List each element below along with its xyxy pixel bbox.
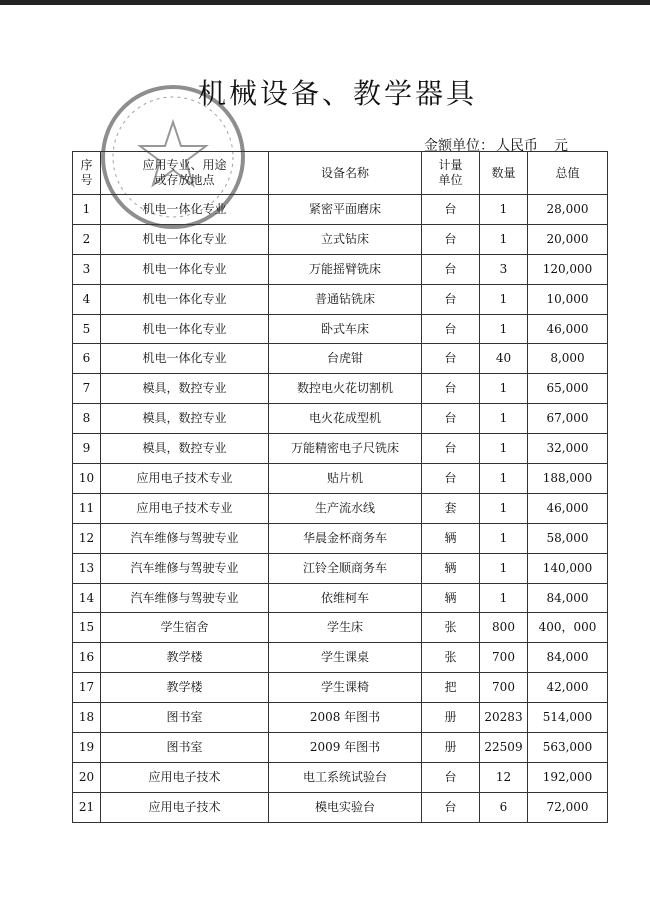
cell-qty: 1 bbox=[480, 284, 528, 314]
table-row bbox=[73, 613, 608, 643]
cell-no: 2 bbox=[73, 224, 101, 254]
cell-no: 13 bbox=[73, 553, 101, 583]
cell-name: 学生课桌 bbox=[269, 643, 422, 673]
cell-qty: 1 bbox=[480, 404, 528, 434]
table-row bbox=[73, 374, 608, 404]
cell-no: 20 bbox=[73, 762, 101, 792]
table-row bbox=[73, 254, 608, 284]
cell-total: 20,000 bbox=[528, 224, 608, 254]
cell-use: 教学楼 bbox=[101, 673, 269, 703]
cell-no: 21 bbox=[73, 792, 101, 822]
cell-use: 模具，数控专业 bbox=[101, 374, 269, 404]
cell-unit: 套 bbox=[422, 493, 480, 523]
cell-total: 120,000 bbox=[528, 254, 608, 284]
cell-unit: 台 bbox=[422, 434, 480, 464]
cell-qty: 1 bbox=[480, 195, 528, 225]
cell-total: 32,000 bbox=[528, 434, 608, 464]
table-row bbox=[73, 284, 608, 314]
cell-no: 4 bbox=[73, 284, 101, 314]
cell-use: 模具，数控专业 bbox=[101, 404, 269, 434]
cell-no: 12 bbox=[73, 523, 101, 553]
cell-qty: 800 bbox=[480, 613, 528, 643]
cell-no: 14 bbox=[73, 583, 101, 613]
table-row bbox=[73, 404, 608, 434]
cell-unit: 张 bbox=[422, 613, 480, 643]
cell-total: 46,000 bbox=[528, 314, 608, 344]
table-row bbox=[73, 195, 608, 225]
col-header-unit: 计量单位 bbox=[422, 152, 480, 195]
cell-qty: 1 bbox=[480, 314, 528, 344]
cell-use: 机电一体化专业 bbox=[101, 344, 269, 374]
cell-total: 28,000 bbox=[528, 195, 608, 225]
cell-qty: 6 bbox=[480, 792, 528, 822]
cell-no: 17 bbox=[73, 673, 101, 703]
cell-qty: 22509 bbox=[480, 733, 528, 763]
cell-no: 8 bbox=[73, 404, 101, 434]
cell-unit: 辆 bbox=[422, 553, 480, 583]
cell-name: 生产流水线 bbox=[269, 493, 422, 523]
cell-use: 汽车维修与驾驶专业 bbox=[101, 583, 269, 613]
cell-unit: 台 bbox=[422, 404, 480, 434]
cell-qty: 700 bbox=[480, 643, 528, 673]
currency-label: 金额单位： bbox=[424, 138, 494, 154]
cell-name: 普通钻铣床 bbox=[269, 284, 422, 314]
cell-no: 1 bbox=[73, 195, 101, 225]
cell-unit: 台 bbox=[422, 344, 480, 374]
cell-unit: 台 bbox=[422, 224, 480, 254]
table-row bbox=[73, 434, 608, 464]
cell-qty: 40 bbox=[480, 344, 528, 374]
currency-value: 人民币 bbox=[496, 138, 538, 154]
cell-name: 江铃全顺商务车 bbox=[269, 553, 422, 583]
cell-unit: 把 bbox=[422, 673, 480, 703]
table-row bbox=[73, 464, 608, 494]
cell-use: 汽车维修与驾驶专业 bbox=[101, 553, 269, 583]
cell-total: 140,000 bbox=[528, 553, 608, 583]
cell-qty: 3 bbox=[480, 254, 528, 284]
cell-unit: 台 bbox=[422, 314, 480, 344]
cell-total: 84,000 bbox=[528, 583, 608, 613]
cell-name: 学生课椅 bbox=[269, 673, 422, 703]
cell-qty: 1 bbox=[480, 464, 528, 494]
cell-use: 模具，数控专业 bbox=[101, 434, 269, 464]
cell-no: 6 bbox=[73, 344, 101, 374]
cell-name: 立式钻床 bbox=[269, 224, 422, 254]
table-row bbox=[73, 344, 608, 374]
cell-use: 图书室 bbox=[101, 703, 269, 733]
cell-name: 万能摇臂铣床 bbox=[269, 254, 422, 284]
col-header-name: 设备名称 bbox=[269, 152, 422, 195]
cell-qty: 1 bbox=[480, 493, 528, 523]
page-title: 机械设备、教学器具 bbox=[198, 77, 478, 110]
table-row bbox=[73, 673, 608, 703]
cell-qty: 1 bbox=[480, 553, 528, 583]
cell-name: 万能精密电子尺铣床 bbox=[269, 434, 422, 464]
cell-unit: 册 bbox=[422, 703, 480, 733]
table-row bbox=[73, 493, 608, 523]
cell-unit: 台 bbox=[422, 374, 480, 404]
cell-name: 卧式车床 bbox=[269, 314, 422, 344]
cell-use: 机电一体化专业 bbox=[101, 284, 269, 314]
cell-no: 3 bbox=[73, 254, 101, 284]
table-row bbox=[73, 643, 608, 673]
cell-no: 10 bbox=[73, 464, 101, 494]
cell-use: 应用电子技术 bbox=[101, 792, 269, 822]
table-row bbox=[73, 792, 608, 822]
cell-use: 应用电子技术专业 bbox=[101, 493, 269, 523]
cell-name: 电工系统试验台 bbox=[269, 762, 422, 792]
cell-unit: 张 bbox=[422, 643, 480, 673]
cell-unit: 辆 bbox=[422, 523, 480, 553]
table-header-row bbox=[73, 152, 608, 195]
top-border-line bbox=[0, 0, 650, 5]
cell-name: 依维柯车 bbox=[269, 583, 422, 613]
cell-name: 贴片机 bbox=[269, 464, 422, 494]
cell-unit: 台 bbox=[422, 464, 480, 494]
cell-no: 19 bbox=[73, 733, 101, 763]
cell-total: 10,000 bbox=[528, 284, 608, 314]
cell-use: 应用电子技术专业 bbox=[101, 464, 269, 494]
col-header-no: 序号 bbox=[73, 152, 101, 195]
cell-total: 46,000 bbox=[528, 493, 608, 523]
cell-total: 72,000 bbox=[528, 792, 608, 822]
table-row bbox=[73, 703, 608, 733]
cell-qty: 12 bbox=[480, 762, 528, 792]
cell-use: 图书室 bbox=[101, 733, 269, 763]
cell-total: 58,000 bbox=[528, 523, 608, 553]
cell-unit: 册 bbox=[422, 733, 480, 763]
cell-unit: 台 bbox=[422, 254, 480, 284]
cell-qty: 1 bbox=[480, 523, 528, 553]
cell-total: 42,000 bbox=[528, 673, 608, 703]
cell-qty: 1 bbox=[480, 224, 528, 254]
col-header-use: 应用专业、用途或存放地点 bbox=[101, 152, 269, 195]
cell-total: 8,000 bbox=[528, 344, 608, 374]
cell-name: 2008 年图书 bbox=[269, 703, 422, 733]
cell-use: 机电一体化专业 bbox=[101, 314, 269, 344]
cell-qty: 700 bbox=[480, 673, 528, 703]
cell-total: 514,000 bbox=[528, 703, 608, 733]
cell-name: 数控电火花切割机 bbox=[269, 374, 422, 404]
cell-total: 84,000 bbox=[528, 643, 608, 673]
cell-name: 2009 年图书 bbox=[269, 733, 422, 763]
cell-total: 65,000 bbox=[528, 374, 608, 404]
cell-qty: 1 bbox=[480, 374, 528, 404]
cell-qty: 20283 bbox=[480, 703, 528, 733]
cell-total: 188,000 bbox=[528, 464, 608, 494]
cell-use: 应用电子技术 bbox=[101, 762, 269, 792]
table-row bbox=[73, 733, 608, 763]
cell-no: 9 bbox=[73, 434, 101, 464]
cell-unit: 台 bbox=[422, 195, 480, 225]
cell-total: 400，000 bbox=[528, 613, 608, 643]
table-row bbox=[73, 523, 608, 553]
cell-name: 台虎钳 bbox=[269, 344, 422, 374]
cell-no: 7 bbox=[73, 374, 101, 404]
cell-qty: 1 bbox=[480, 434, 528, 464]
table-row bbox=[73, 314, 608, 344]
cell-use: 机电一体化专业 bbox=[101, 254, 269, 284]
table-row bbox=[73, 553, 608, 583]
cell-qty: 1 bbox=[480, 583, 528, 613]
cell-no: 18 bbox=[73, 703, 101, 733]
cell-no: 11 bbox=[73, 493, 101, 523]
cell-no: 15 bbox=[73, 613, 101, 643]
table-row bbox=[73, 224, 608, 254]
cell-unit: 台 bbox=[422, 762, 480, 792]
cell-total: 67,000 bbox=[528, 404, 608, 434]
currency-unit: 元 bbox=[554, 138, 568, 154]
col-header-total: 总值 bbox=[528, 152, 608, 195]
cell-use: 教学楼 bbox=[101, 643, 269, 673]
cell-name: 紧密平面磨床 bbox=[269, 195, 422, 225]
cell-unit: 台 bbox=[422, 284, 480, 314]
cell-use: 汽车维修与驾驶专业 bbox=[101, 523, 269, 553]
cell-use: 机电一体化专业 bbox=[101, 224, 269, 254]
table-row bbox=[73, 583, 608, 613]
cell-use: 机电一体化专业 bbox=[101, 195, 269, 225]
cell-use: 学生宿舍 bbox=[101, 613, 269, 643]
cell-total: 563,000 bbox=[528, 733, 608, 763]
cell-unit: 台 bbox=[422, 792, 480, 822]
cell-no: 16 bbox=[73, 643, 101, 673]
col-header-qty: 数量 bbox=[480, 152, 528, 195]
cell-name: 华晨金杯商务车 bbox=[269, 523, 422, 553]
cell-name: 模电实验台 bbox=[269, 792, 422, 822]
cell-name: 学生床 bbox=[269, 613, 422, 643]
cell-unit: 辆 bbox=[422, 583, 480, 613]
equipment-table bbox=[72, 151, 608, 823]
cell-name: 电火花成型机 bbox=[269, 404, 422, 434]
table-row bbox=[73, 762, 608, 792]
cell-no: 5 bbox=[73, 314, 101, 344]
cell-total: 192,000 bbox=[528, 762, 608, 792]
